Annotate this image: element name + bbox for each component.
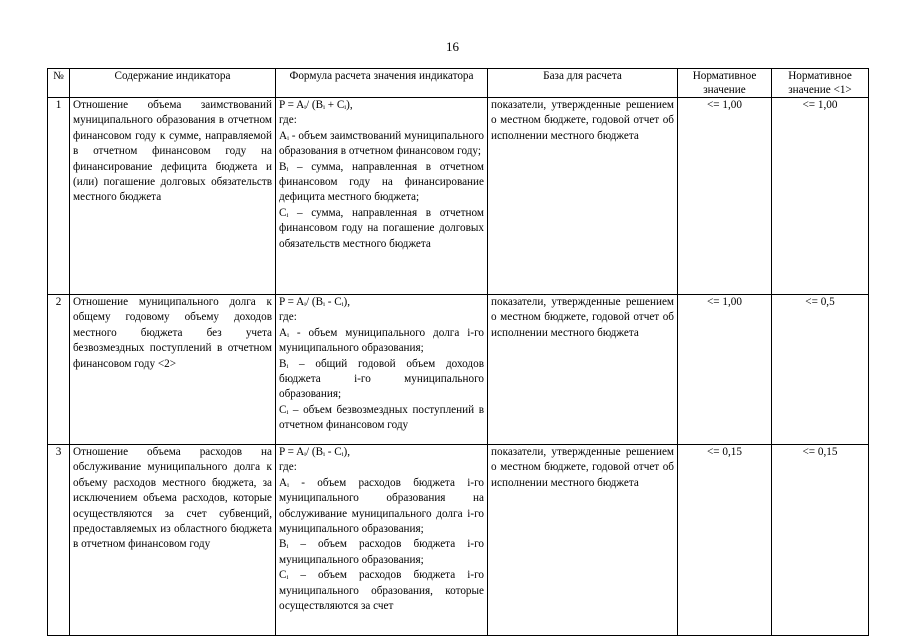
page-number: 16 (446, 39, 459, 54)
formula-line: Aᵢ - объем расходов бюджета i-го муниципального образования на обслуживание муниципального долга i-го муниципального образования; (279, 476, 484, 536)
table-row (48, 98, 869, 295)
formula-line: Cᵢ – объем безвозмездных поступлений в отчетном финансовом году (279, 403, 484, 432)
table-header-row (48, 69, 869, 98)
indicator-content: Отношение объема расходов на обслуживание муниципального долга к объему расходов местного бюджета, за исключением объема расходов, которые осуществляются за счет субвенций, предоставляемых из областного бюджета в отчетном финансовом году (70, 445, 276, 636)
normative-value: <= 0,15 (678, 445, 772, 636)
indicators-table (47, 68, 869, 636)
normative-value-1: <= 0,15 (772, 445, 869, 636)
formula-line: Cᵢ – объем расходов бюджета i-го муниципального образования, которые осуществляются за счет (279, 569, 484, 613)
formula-line: P = Aᵢ/ (Bᵢ + Cᵢ), (279, 99, 353, 111)
table-row (48, 445, 869, 636)
header-content: Содержание индикатора (70, 69, 276, 98)
indicator-content: Отношение муниципального долга к общему годовому объему доходов местного бюджета без учета безвозмездных поступлений в отчетном финансовом году <2> (70, 295, 276, 445)
indicator-formula (276, 98, 488, 295)
formula-line: где: (279, 311, 297, 324)
row-number: 2 (48, 295, 70, 445)
normative-value-1: <= 1,00 (772, 98, 869, 295)
header-norm2: Нормативное значение <1> (772, 69, 869, 98)
calculation-base: показатели, утвержденные решением о местном бюджете, годовой отчет об исполнении местного бюджета (488, 295, 678, 445)
header-base: База для расчета (488, 69, 678, 98)
formula-line: P = Aᵢ/ (Bᵢ - Cᵢ), (279, 446, 351, 458)
formula-line: P = Aᵢ/ (Bᵢ - Cᵢ), (279, 296, 351, 308)
formula-line: Aᵢ - объем заимствований муниципального образования в отчетном финансовом году; (279, 129, 484, 158)
row-number: 1 (48, 98, 70, 295)
normative-value: <= 1,00 (678, 295, 772, 445)
formula-line: Cᵢ – сумма, направленная в отчетном финансовом году на погашение долговых обязательств местного бюджета (279, 206, 484, 250)
header-norm1: Нормативное значение (678, 69, 772, 98)
header-formula: Формула расчета значения индикатора (276, 69, 488, 98)
header-num: № (48, 69, 70, 98)
indicator-content: Отношение объема заимствований муниципального образования в отчетном финансовом году к сумме, направляемой в отчетном финансовом году на финансирование дефицита бюджета и (или) погашение долговых обязательств местного бюджета (70, 98, 276, 295)
formula-line: где: (279, 461, 297, 474)
indicator-formula (276, 445, 488, 636)
formula-line: Bᵢ – объем расходов бюджета i-го муниципального образования; (279, 538, 484, 566)
calculation-base: показатели, утвержденные решением о местном бюджете, годовой отчет об исполнении местного бюджета (488, 445, 678, 636)
table-row (48, 295, 869, 445)
formula-line: Bᵢ – общий годовой объем доходов бюджета i-го муниципального образования; (279, 357, 484, 401)
calculation-base: показатели, утвержденные решением о местном бюджете, годовой отчет об исполнении местного бюджета (488, 98, 678, 295)
formula-line: Aᵢ - объем муниципального долга i-го муниципального образования; (279, 326, 484, 355)
formula-line: где: (279, 114, 297, 127)
normative-value-1: <= 0,5 (772, 295, 869, 445)
indicator-formula (276, 295, 488, 445)
normative-value: <= 1,00 (678, 98, 772, 295)
row-number: 3 (48, 445, 70, 636)
formula-line: Bᵢ – сумма, направленная в отчетном финансовом году на финансирование дефицита местного бюджета; (279, 160, 484, 204)
